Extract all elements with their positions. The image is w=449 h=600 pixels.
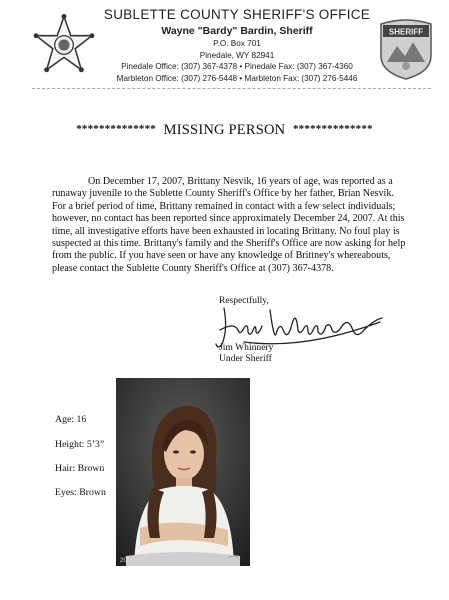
age-field: Age: 16	[55, 414, 87, 425]
marbleton-phones: Marbleton Office: (307) 276-5448 • Marbleton Fax: (307) 276-5446	[116, 73, 358, 83]
pinedale-phones: Pinedale Office: (307) 367-4378 • Pinedale Fax: (307) 367-4360	[121, 62, 353, 71]
notice-title-row	[0, 122, 449, 139]
organization-name: SUBLETTE COUNTY SHERIFF'S OFFICE	[103, 7, 371, 22]
photo-date-stamp: 2007-08	[120, 557, 144, 564]
header-divider	[32, 88, 431, 89]
missing-person-photo	[116, 378, 250, 566]
notice-title: MISSING PERSON	[163, 122, 286, 138]
title-stars-left: **************	[76, 123, 157, 135]
sheriff-patch-icon	[377, 16, 435, 80]
height-field: Height: 5’3”	[55, 439, 105, 450]
signatory-title: Under Sheriff	[219, 353, 272, 365]
salutation: Respectfully,	[219, 296, 269, 306]
city-line: Pinedale, WY 82941	[199, 50, 275, 60]
sheriff-name: Wayne "Bardy" Bardin, Sheriff	[161, 25, 313, 37]
sheriff-star-icon	[33, 14, 95, 76]
signatory-name: Jim Whinnery	[219, 342, 274, 353]
signatory	[219, 342, 273, 365]
portrait-illustration	[116, 378, 250, 566]
letterhead	[96, 6, 378, 84]
eyes-field: Eyes: Brown	[55, 487, 106, 498]
hair-field: Hair: Brown	[55, 463, 105, 474]
title-stars-right: **************	[292, 123, 373, 135]
po-box: P.O. Box 701	[213, 39, 261, 48]
notice-body	[52, 176, 408, 275]
notice-paragraph: On December 17, 2007, Brittany Nesvik, 16 years of age, was reported as a runaway juvenile to the Sublette County Sheriff's Office by her father, Brian Nesvik. For a brief period of time, Brittany remained in contact with a few select individuals; however, no contact has been reported since approximately December 24, 2007. At this time, all investigative efforts have been exhausted in locating Brittany. No foul play is suspected at this time. Brittany's family and the Sheriff's Office are now asking for help from the public. If you have seen or have any knowledge of Brittney's whereabouts, please contact the Sublette County Sheriff's Office at (307) 367-4378.	[52, 176, 406, 274]
patch-label: SHERIFF	[388, 27, 424, 37]
